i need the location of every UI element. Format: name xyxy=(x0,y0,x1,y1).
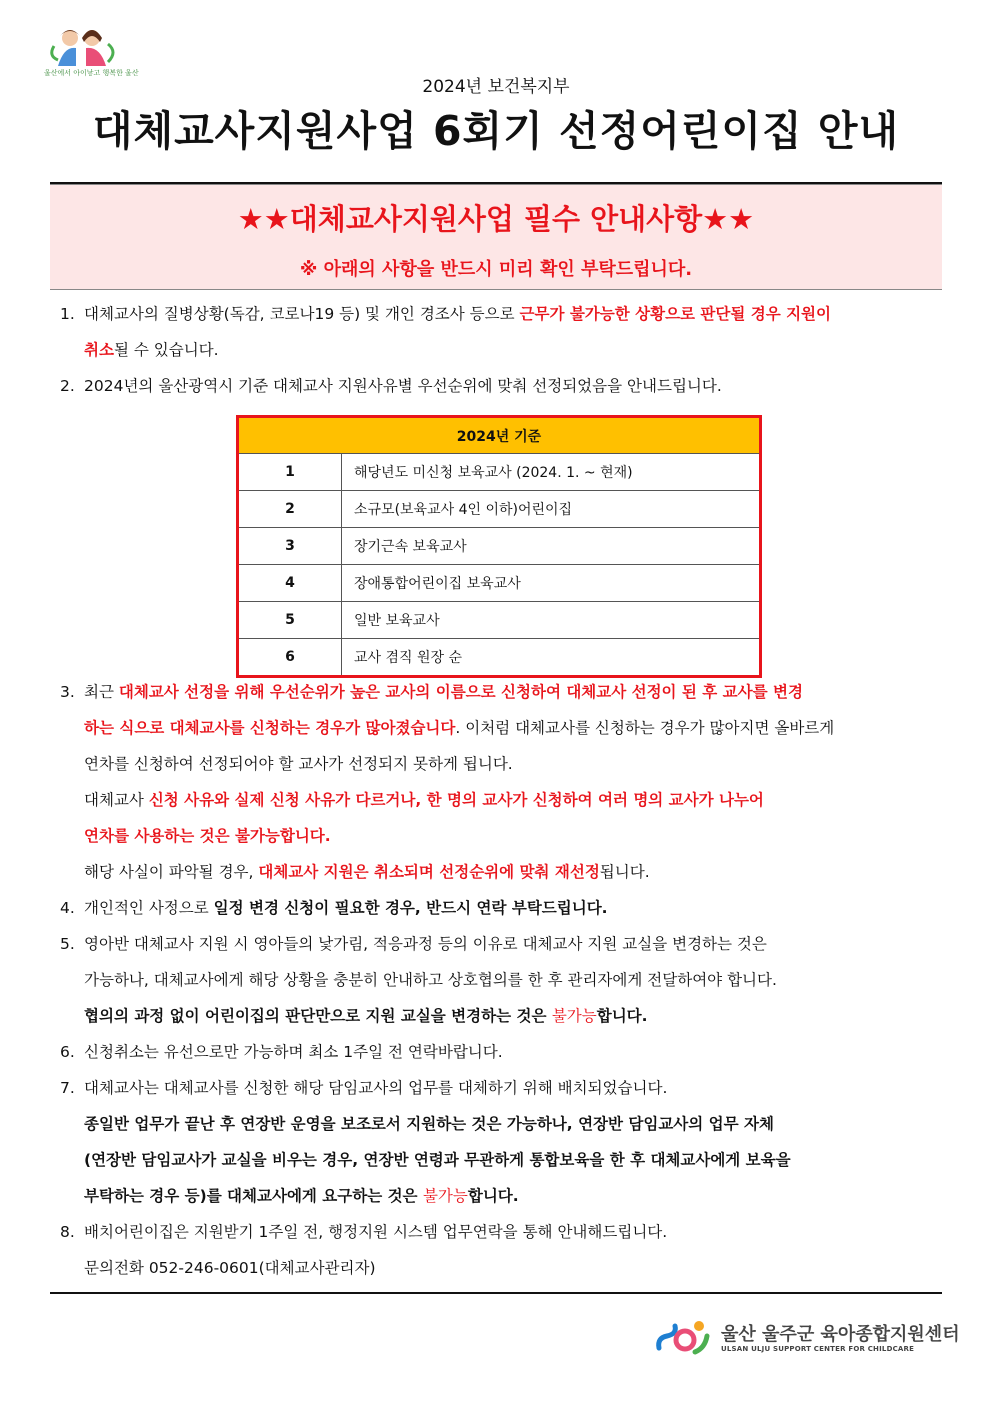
priority-table xyxy=(236,415,762,678)
desc-cell: 장기근속 보육교사 xyxy=(342,528,760,565)
item-number: 4. xyxy=(60,899,75,917)
desc-cell: 장애통합어린이집 보육교사 xyxy=(342,565,760,602)
rank-cell: 5 xyxy=(239,602,342,639)
footer-logo xyxy=(655,1318,960,1358)
item-number: 1. xyxy=(60,305,75,323)
item-text: . 이처럼 대체교사를 신청하는 경우가 많아지면 올바르게 xyxy=(455,719,835,737)
item-emphasis: 합니다. xyxy=(467,1187,519,1205)
item-text: 최근 xyxy=(84,683,119,701)
item-text: 대체교사 xyxy=(84,791,149,809)
table-row xyxy=(239,565,759,602)
item-number: 7. xyxy=(60,1079,75,1097)
item-emphasis: 협의의 과정 없이 어린이집의 판단만으로 지원 교실을 변경하는 것은 xyxy=(84,1007,552,1025)
rank-cell: 6 xyxy=(239,639,342,676)
item-emphasis: 합니다. xyxy=(596,1007,648,1025)
page-subtitle: 2024년 보건복지부 xyxy=(422,77,570,97)
rank-cell: 3 xyxy=(239,528,342,565)
list-item-3 xyxy=(60,674,940,890)
page-title: 대체교사지원사업 6회기 선정어린이집 안내 xyxy=(92,107,900,155)
item-text: 연차를 신청하여 선정되어야 할 교사가 선정되지 못하게 됩니다. xyxy=(84,755,513,773)
table-header: 2024년 기준 xyxy=(239,418,759,454)
item-emphasis: 불가능 xyxy=(551,1007,597,1025)
item-text: 가능하나, 대체교사에게 해당 상황을 충분히 안내하고 상호협의를 한 후 관리자에게 전달하여야 합니다. xyxy=(84,971,777,989)
item-emphasis: 근무가 불가능한 상황으로 판단될 경우 지원이 xyxy=(519,305,831,323)
item-emphasis: 하는 식으로 대체교사를 신청하는 경우가 많아졌습니다 xyxy=(84,719,456,737)
notice-box xyxy=(50,184,942,290)
item-emphasis: 일정 변경 신청이 필요한 경우, 반드시 연락 부탁드립니다. xyxy=(213,899,608,917)
org-name: 울산 울주군 육아종합지원센터 xyxy=(721,1324,960,1345)
item-emphasis: 신청 사유와 실제 신청 사유가 다르거나, 한 명의 교사가 신청하여 여러 명의 교사가 나누어 xyxy=(148,791,764,809)
rank-cell: 4 xyxy=(239,565,342,602)
item-text: 영아반 대체교사 지원 시 영아들의 낯가림, 적응과정 등의 이유로 대체교사 지원 교실을 변경하는 것은 xyxy=(84,935,767,953)
list-item-5 xyxy=(60,926,940,1034)
list-item-6 xyxy=(60,1034,940,1070)
item-emphasis: 불가능 xyxy=(422,1187,468,1205)
table-row xyxy=(239,454,759,491)
item-emphasis: 부탁하는 경우 등)를 대체교사에게 요구하는 것은 xyxy=(84,1187,423,1205)
rank-cell: 1 xyxy=(239,454,342,491)
list-item-8 xyxy=(60,1214,940,1286)
list-item-4 xyxy=(60,890,940,926)
children-logo-icon xyxy=(44,26,124,70)
item-text: 신청취소는 유선으로만 가능하며 최소 1주일 전 연락바랍니다. xyxy=(84,1043,503,1061)
notice-title: ★★대체교사지원사업 필수 안내사항★★ xyxy=(237,202,755,236)
desc-cell: 교사 겸직 원장 순 xyxy=(342,639,760,676)
list-item-1 xyxy=(60,296,940,368)
item-text: 됩니다. xyxy=(599,863,650,881)
logo-caption: 울산에서 아이낳고 행복한 울산 xyxy=(44,69,139,77)
item-emphasis: 종일반 업무가 끝난 후 연장반 운영을 보조로서 지원하는 것은 가능하나, 연장반 담임교사의 업무 자체 xyxy=(84,1115,774,1133)
rank-cell: 2 xyxy=(239,491,342,528)
item-emphasis: 취소 xyxy=(84,341,114,359)
item-text: 개인적인 사정으로 xyxy=(84,899,214,917)
item-number: 2. xyxy=(60,377,75,395)
item-emphasis: 대체교사 선정을 위해 우선순위가 높은 교사의 이름으로 신청하여 대체교사 선정이 된 후 교사를 변경 xyxy=(118,683,803,701)
org-name-en: ULSAN ULJU SUPPORT CENTER FOR CHILDCARE xyxy=(721,1345,915,1353)
contact-phone: 문의전화 052-246-0601(대체교사관리자) xyxy=(84,1259,376,1277)
table-row xyxy=(239,639,759,676)
item-text: 2024년의 울산광역시 기준 대체교사 지원사유별 우선순위에 맞춰 선정되었음을 안내드립니다. xyxy=(84,377,722,395)
desc-cell: 해당년도 미신청 보육교사 (2024. 1. ~ 현재) xyxy=(342,454,760,491)
item-text: 대체교사의 질병상황(독감, 코로나19 등) 및 개인 경조사 등으로 xyxy=(84,305,520,323)
item-emphasis: 연차를 사용하는 것은 불가능합니다. xyxy=(84,827,331,845)
bottom-divider xyxy=(50,1292,942,1294)
item-number: 6. xyxy=(60,1043,75,1061)
table-row xyxy=(239,491,759,528)
item-text: 될 수 있습니다. xyxy=(113,341,219,359)
item-text: 배치어린이집은 지원받기 1주일 전, 행정지원 시스템 업무연락을 통해 안내해드립니다. xyxy=(84,1223,668,1241)
item-number: 5. xyxy=(60,935,75,953)
table-row xyxy=(239,528,759,565)
list-item-2 xyxy=(60,368,940,404)
item-emphasis: (연장반 담임교사가 교실을 비우는 경우, 연장반 연령과 무관하게 통합보육을 한 후 대체교사에게 보육을 xyxy=(84,1151,791,1169)
item-text: 대체교사는 대체교사를 신청한 해당 담임교사의 업무를 대체하기 위해 배치되었습니다. xyxy=(84,1079,668,1097)
item-text: 해당 사실이 파악될 경우, xyxy=(84,863,259,881)
list-item-7 xyxy=(60,1070,940,1214)
item-emphasis: 대체교사 지원은 취소되며 선정순위에 맞춰 재선정 xyxy=(258,863,600,881)
notice-subtitle: ※ 아래의 사항을 반드시 미리 확인 부탁드립니다. xyxy=(299,259,693,280)
center-logo-icon xyxy=(655,1318,715,1358)
desc-cell: 소규모(보육교사 4인 이하)어린이집 xyxy=(342,491,760,528)
item-number: 3. xyxy=(60,683,75,701)
table-row xyxy=(239,602,759,639)
item-number: 8. xyxy=(60,1223,75,1241)
desc-cell: 일반 보육교사 xyxy=(342,602,760,639)
